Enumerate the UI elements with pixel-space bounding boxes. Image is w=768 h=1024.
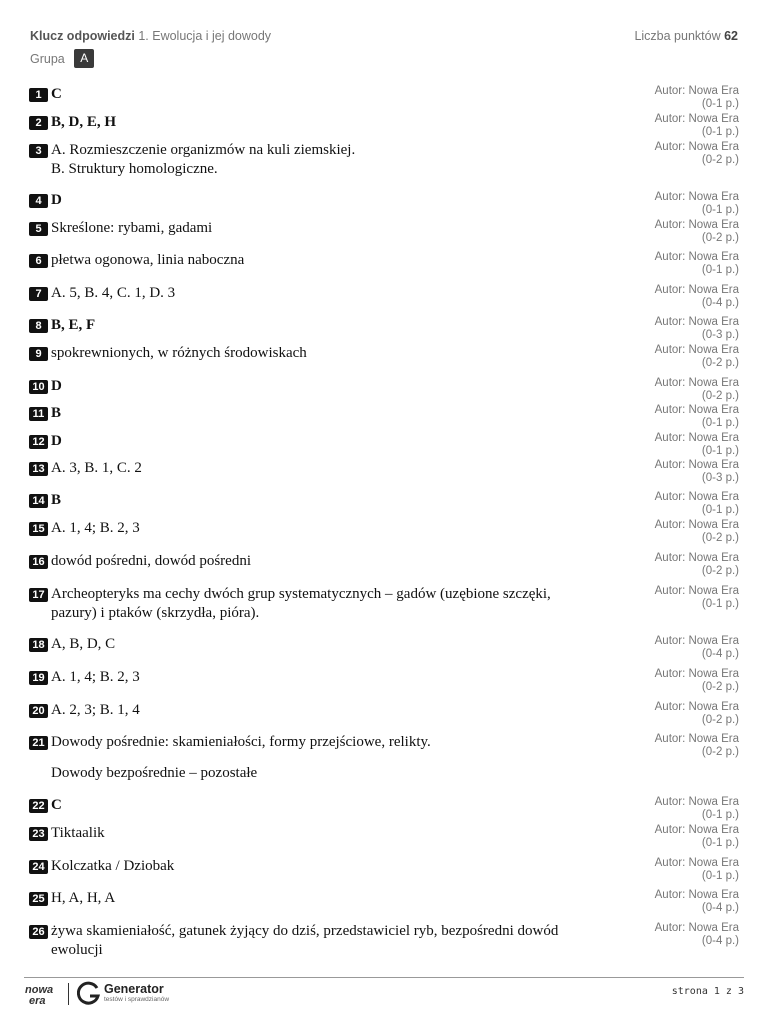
points-range: (0-1 p.) [701, 264, 739, 276]
points-range: (0-2 p.) [701, 232, 739, 244]
author-label: Autor: Nowa Era [654, 141, 739, 153]
answer-text [51, 796, 626, 815]
question-number-badge: 25 [29, 892, 48, 906]
answer-meta [655, 922, 739, 948]
answer-line: żywa skamieniałość, gatunek żyjący do dziś, przedstawiciel ryb, bezpośredni dowód [51, 923, 559, 939]
question-number-badge: 26 [29, 925, 48, 939]
points-range: (0-2 p.) [701, 714, 739, 726]
answer-line: spokrewnionych, w różnych środowiskach [51, 345, 307, 361]
page-number: strona 1 z 3 [671, 986, 744, 997]
nowa-era-logo [24, 983, 62, 1007]
answer-meta [655, 432, 739, 458]
points-range: (0-1 p.) [701, 504, 739, 516]
chapter-title: 1. Ewolucja i jej dowody [138, 29, 272, 43]
answer-line: A. 3, B. 1, C. 2 [51, 460, 142, 476]
question-number-badge: 2 [29, 116, 48, 130]
points-range: (0-1 p.) [701, 98, 739, 110]
footer-divider [24, 977, 744, 978]
author-label: Autor: Nowa Era [654, 459, 739, 471]
answer-line: A. 2, 3; B. 1, 4 [51, 702, 140, 718]
answer-text [51, 191, 626, 210]
points-range: (0-4 p.) [701, 297, 739, 309]
footer-separator [68, 983, 69, 1005]
author-label: Autor: Nowa Era [654, 251, 739, 263]
answer-text [51, 344, 626, 363]
answer-meta [655, 284, 739, 310]
answer-meta [655, 113, 739, 139]
question-number-badge: 12 [29, 435, 48, 449]
question-number-badge: 19 [29, 671, 48, 685]
answer-text [51, 519, 626, 538]
answer-meta [655, 519, 739, 545]
answer-meta [655, 857, 739, 883]
answer-line: B. Struktury homologiczne. [51, 161, 218, 177]
answer-line: B [51, 492, 62, 508]
svg-text:nowa: nowa [25, 984, 54, 996]
points-range: (0-1 p.) [701, 809, 739, 821]
answer-text [51, 85, 626, 104]
answer-text [51, 377, 626, 396]
author-label: Autor: Nowa Era [654, 922, 739, 934]
question-number-badge: 13 [29, 462, 48, 476]
question-number-badge: 6 [29, 254, 48, 268]
answer-line: H, A, H, A [51, 890, 116, 906]
answer-meta [655, 404, 739, 430]
answer-text [51, 857, 626, 876]
points-range: (0-1 p.) [701, 870, 739, 882]
author-label: Autor: Nowa Era [654, 344, 739, 356]
points-range: (0-1 p.) [701, 445, 739, 457]
generator-title: Generator [104, 982, 164, 996]
answer-line: ewolucji [51, 942, 103, 958]
question-number-badge: 1 [29, 88, 48, 102]
points-range: (0-4 p.) [701, 648, 739, 660]
points-range: (0-1 p.) [701, 417, 739, 429]
answer-meta [655, 491, 739, 517]
points-range: (0-2 p.) [701, 357, 739, 369]
answer-line: D [51, 433, 62, 449]
document-title [30, 29, 271, 43]
answer-line: płetwa ogonowa, linia naboczna [51, 252, 245, 268]
answer-text [51, 316, 626, 335]
author-label: Autor: Nowa Era [654, 824, 739, 836]
points-value: 62 [724, 29, 738, 43]
answer-line: C [51, 797, 62, 813]
answer-meta [655, 459, 739, 485]
answer-meta [655, 552, 739, 578]
points-range: (0-1 p.) [701, 204, 739, 216]
question-number-badge: 4 [29, 194, 48, 208]
answer-text [51, 459, 626, 478]
answer-text [51, 141, 626, 179]
author-label: Autor: Nowa Era [654, 889, 739, 901]
points-range: (0-2 p.) [701, 746, 739, 758]
generator-logo-icon [77, 981, 101, 1005]
author-label: Autor: Nowa Era [654, 219, 739, 231]
author-label: Autor: Nowa Era [654, 796, 739, 808]
author-label: Autor: Nowa Era [654, 857, 739, 869]
answer-line: Dowody pośrednie: skamieniałości, formy przejściowe, relikty. [51, 734, 431, 750]
answer-text [51, 701, 626, 720]
question-number-badge: 23 [29, 827, 48, 841]
answer-line: Skreślone: rybami, gadami [51, 220, 213, 236]
answer-line: B, E, F [51, 317, 96, 333]
group-label: Grupa [30, 51, 65, 66]
answer-text [51, 251, 626, 270]
points-label: Liczba punktów [634, 29, 721, 43]
question-number-badge: 3 [29, 144, 48, 158]
answer-meta [655, 191, 739, 217]
points-range: (0-1 p.) [701, 837, 739, 849]
question-number-badge: 22 [29, 799, 48, 813]
points-total [634, 29, 738, 43]
answer-meta [655, 733, 739, 759]
points-range: (0-4 p.) [701, 935, 739, 947]
group-row [30, 50, 94, 69]
author-label: Autor: Nowa Era [654, 491, 739, 503]
answer-spacer [51, 752, 626, 764]
question-number-badge: 18 [29, 638, 48, 652]
doc-title: Klucz odpowiedzi [30, 29, 135, 43]
svg-text:era: era [29, 995, 46, 1007]
answer-text [51, 284, 626, 303]
answer-meta [655, 85, 739, 111]
answer-text [51, 635, 626, 654]
answer-text [51, 733, 626, 783]
answer-meta [655, 701, 739, 727]
points-range: (0-2 p.) [701, 154, 739, 166]
question-number-badge: 11 [29, 407, 48, 421]
question-number-badge: 17 [29, 588, 48, 602]
answer-text [51, 113, 626, 132]
generator-subtitle: testów i sprawdzianów [104, 996, 170, 1003]
points-range: (0-1 p.) [701, 598, 739, 610]
answer-meta [655, 668, 739, 694]
author-label: Autor: Nowa Era [654, 519, 739, 531]
author-label: Autor: Nowa Era [654, 701, 739, 713]
answer-line: A. Rozmieszczenie organizmów na kuli ziemskiej. [51, 142, 356, 158]
author-label: Autor: Nowa Era [654, 552, 739, 564]
points-range: (0-3 p.) [701, 329, 739, 341]
answer-meta [655, 251, 739, 277]
points-range: (0-2 p.) [701, 565, 739, 577]
answer-text [51, 491, 626, 510]
answer-meta [655, 889, 739, 915]
answer-text [51, 404, 626, 423]
answer-text [51, 219, 626, 238]
answer-meta [655, 316, 739, 342]
answer-line: A. 1, 4; B. 2, 3 [51, 669, 140, 685]
author-label: Autor: Nowa Era [654, 377, 739, 389]
author-label: Autor: Nowa Era [654, 284, 739, 296]
answer-text [51, 668, 626, 687]
author-label: Autor: Nowa Era [654, 191, 739, 203]
question-number-badge: 24 [29, 860, 48, 874]
author-label: Autor: Nowa Era [654, 733, 739, 745]
answer-line: Tiktaalik [51, 825, 105, 841]
question-number-badge: 10 [29, 380, 48, 394]
author-label: Autor: Nowa Era [654, 432, 739, 444]
question-number-badge: 14 [29, 494, 48, 508]
question-number-badge: 16 [29, 555, 48, 569]
answer-line: C [51, 86, 62, 102]
group-badge: A [74, 49, 94, 68]
answer-line: A, B, D, C [51, 636, 116, 652]
answer-meta [655, 219, 739, 245]
question-number-badge: 7 [29, 287, 48, 301]
answer-meta [655, 377, 739, 403]
answer-line: Archeopteryks ma cechy dwóch grup systematycznych – gadów (uzębione szczęki, [51, 586, 551, 602]
points-range: (0-2 p.) [701, 681, 739, 693]
answer-line: B [51, 405, 62, 421]
answer-line: dowód pośredni, dowód pośredni [51, 553, 251, 569]
author-label: Autor: Nowa Era [654, 85, 739, 97]
answer-line: A. 1, 4; B. 2, 3 [51, 520, 140, 536]
author-label: Autor: Nowa Era [654, 404, 739, 416]
answer-text [51, 922, 626, 960]
answer-line: A. 5, B. 4, C. 1, D. 3 [51, 285, 176, 301]
author-label: Autor: Nowa Era [654, 113, 739, 125]
answer-text [51, 585, 626, 623]
answer-text [51, 552, 626, 571]
question-number-badge: 15 [29, 522, 48, 536]
answer-meta [655, 796, 739, 822]
answer-line: Kolczatka / Dziobak [51, 858, 175, 874]
answer-line: B, D, E, H [51, 114, 117, 130]
points-range: (0-2 p.) [701, 390, 739, 402]
question-number-badge: 5 [29, 222, 48, 236]
points-range: (0-4 p.) [701, 902, 739, 914]
answer-meta [655, 585, 739, 611]
answer-line: Dowody bezpośrednie – pozostałe [51, 765, 258, 781]
question-number-badge: 21 [29, 736, 48, 750]
answer-line: D [51, 378, 62, 394]
answer-text [51, 824, 626, 843]
author-label: Autor: Nowa Era [654, 668, 739, 680]
answer-meta [655, 141, 739, 167]
answer-meta [655, 824, 739, 850]
answer-text [51, 432, 626, 451]
answer-line: pazury) i ptaków (skrzydła, pióra). [51, 605, 260, 621]
points-range: (0-1 p.) [701, 126, 739, 138]
document-header [30, 29, 738, 45]
points-range: (0-2 p.) [701, 532, 739, 544]
question-number-badge: 9 [29, 347, 48, 361]
question-number-badge: 8 [29, 319, 48, 333]
answer-meta [655, 635, 739, 661]
author-label: Autor: Nowa Era [654, 585, 739, 597]
answer-line: D [51, 192, 62, 208]
answer-meta [655, 344, 739, 370]
points-range: (0-3 p.) [701, 472, 739, 484]
question-number-badge: 20 [29, 704, 48, 718]
answer-text [51, 889, 626, 908]
author-label: Autor: Nowa Era [654, 316, 739, 328]
author-label: Autor: Nowa Era [654, 635, 739, 647]
